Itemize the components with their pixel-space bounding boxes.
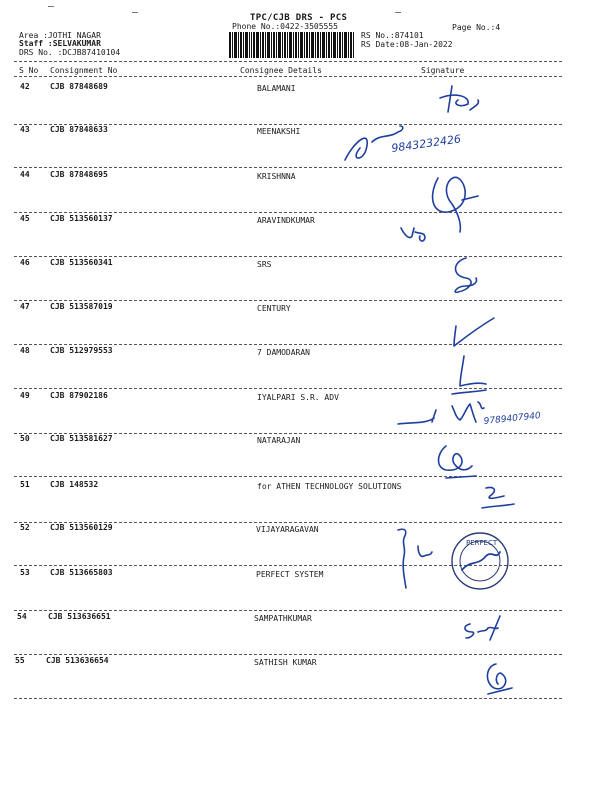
row-consignee: MEENAKSHI (257, 127, 301, 136)
row-sno: 47 (20, 302, 30, 311)
signature-43 (345, 126, 403, 160)
row-rule (14, 344, 562, 345)
row-sno: 42 (20, 82, 30, 91)
rs-date: RS Date:08-Jan-2022 (361, 40, 453, 49)
col-sno: S No (19, 66, 39, 75)
row-sno: 45 (20, 214, 30, 223)
row-rule (14, 565, 562, 566)
row-consignment: CJB 513560129 (50, 523, 113, 532)
row-consignee: SRS (257, 260, 272, 269)
row-sno: 54 (17, 612, 27, 621)
row-rule (14, 256, 562, 257)
signature-44 (433, 177, 478, 232)
signature-54 (465, 616, 500, 640)
area-label: Area :JOTHI NAGAR (19, 31, 101, 40)
signature-47 (454, 318, 494, 346)
phone-number: Phone No.:0422-3505555 (232, 22, 338, 31)
stamp-text: PERFECT (466, 539, 498, 547)
signature-42 (440, 86, 478, 112)
staff-label: Staff :SELVAKUMAR (19, 39, 101, 48)
row-consignment: CJB 513636654 (46, 656, 109, 665)
row-sno: 43 (20, 125, 30, 134)
row-consignee: CENTURY (257, 304, 291, 313)
header-rule (14, 61, 562, 62)
row-consignment: CJB 87902186 (50, 391, 108, 400)
row-sno: 44 (20, 170, 30, 179)
row-sno: 55 (15, 656, 25, 665)
row-consignment: CJB 512979553 (50, 346, 113, 355)
row-consignee: KRISHNNA (257, 172, 296, 181)
signature-49 (398, 402, 484, 424)
row-consignment: CJB 513587019 (50, 302, 113, 311)
row-sno: 50 (20, 434, 30, 443)
row-consignee: for ATHEN TECHNOLOGY SOLUTIONS (257, 482, 402, 491)
row-consignee: SATHISH KUMAR (254, 658, 317, 667)
row-rule (14, 476, 562, 477)
signature-55 (487, 664, 512, 694)
handwritten-phone-49: 9789407940 (483, 411, 542, 427)
row-consignment: CJB 513636651 (48, 612, 111, 621)
col-consignee: Consignee Details (240, 66, 322, 75)
signature-52 (398, 529, 432, 588)
document-title: TPC/CJB DRS - PCS (250, 13, 348, 23)
scan-mark (395, 12, 401, 13)
row-rule (14, 212, 562, 213)
column-rule (14, 76, 562, 77)
row-consignee: PERFECT SYSTEM (256, 570, 324, 579)
row-consignment: CJB 87848633 (50, 125, 108, 134)
row-consignment: CJB 87848689 (50, 82, 108, 91)
row-consignee: SAMPATHKUMAR (254, 614, 312, 623)
row-rule (14, 610, 562, 611)
scan-mark (48, 6, 54, 7)
page-number: Page No.:4 (452, 23, 501, 32)
row-sno: 46 (20, 258, 30, 267)
signature-50 (439, 446, 477, 478)
row-consignment: CJB 148532 (50, 480, 99, 489)
row-rule (14, 388, 562, 389)
drs-number: DRS No. :DCJB87410104 (19, 48, 121, 57)
col-consignment: Consignment No (50, 66, 118, 75)
row-sno: 52 (20, 523, 30, 532)
col-signature: Signature (421, 66, 465, 75)
row-consignment: CJB 513665803 (50, 568, 113, 577)
row-consignee: BALAMANI (257, 84, 296, 93)
signature-45 (401, 228, 425, 241)
row-consignee: IYALPARI S.R. ADV (257, 393, 339, 402)
signature-46 (455, 258, 476, 292)
seal-stamp (452, 533, 508, 589)
row-rule (14, 654, 562, 655)
barcode-icon (229, 32, 354, 58)
row-consignment: CJB 513581627 (50, 434, 113, 443)
row-consignee: VIJAYARAGAVAN (256, 525, 319, 534)
row-consignee: 7 DAMODARAN (257, 348, 310, 357)
row-consignment: CJB 513560341 (50, 258, 113, 267)
row-sno: 49 (20, 391, 30, 400)
row-sno: 53 (20, 568, 30, 577)
handwritten-phone-43: 9843232426 (390, 132, 462, 155)
row-consignee: NATARAJAN (257, 436, 301, 445)
row-sno: 51 (20, 480, 30, 489)
row-sno: 48 (20, 346, 30, 355)
row-rule (14, 167, 562, 168)
row-rule (14, 698, 562, 699)
scan-mark (132, 12, 138, 13)
signature-51 (482, 487, 514, 508)
rs-number: RS No.:874101 (361, 31, 424, 40)
row-consignment: CJB 513560137 (50, 214, 113, 223)
row-rule (14, 300, 562, 301)
row-consignment: CJB 87848695 (50, 170, 108, 179)
row-consignee: ARAVINDKUMAR (257, 216, 315, 225)
